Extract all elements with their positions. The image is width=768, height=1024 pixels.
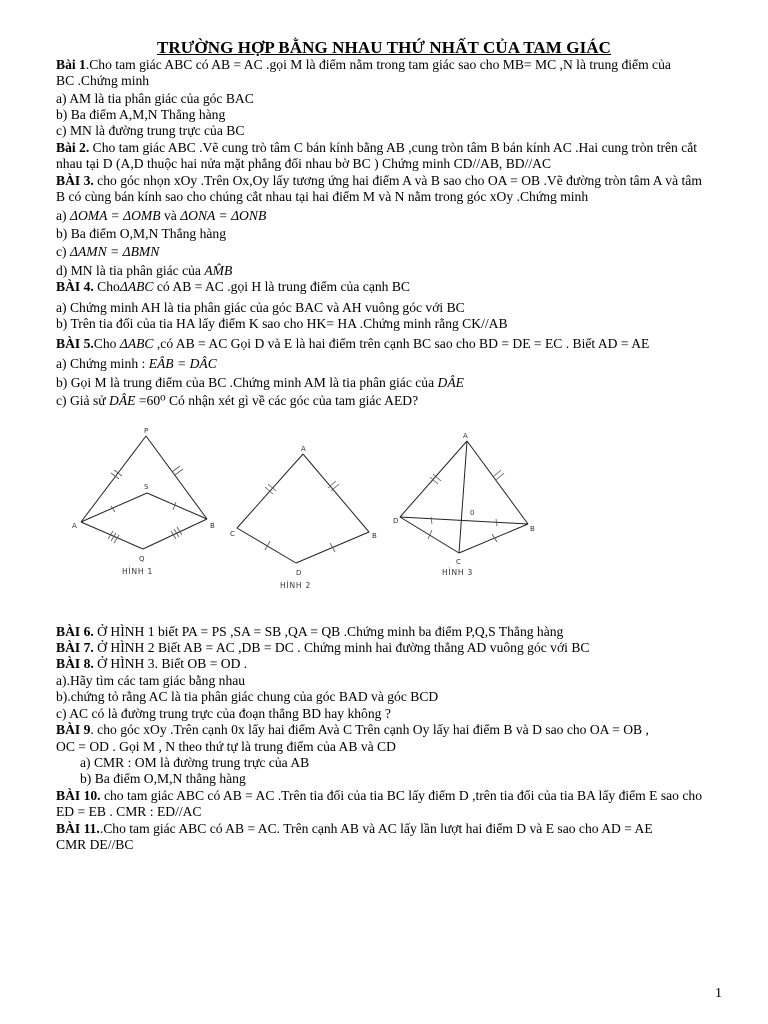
exercise-1-part-b: b) Ba điểm A,M,N Thẳng hàng bbox=[56, 107, 226, 122]
figure-3 bbox=[400, 441, 528, 553]
figure-1-label-q: Q bbox=[139, 555, 145, 563]
figure-2-label-c: C bbox=[230, 530, 235, 538]
exercise-3-line-2: B có cùng bán kính sao cho chúng cắt nhau tại hai điểm M và N nằm trong góc xOy .Chứng minh bbox=[56, 189, 589, 204]
figure-1-caption: HÌNH 1 bbox=[122, 567, 154, 576]
exercise-5-part-b: b) Gọi M là trung điểm của BC .Chứng minh AM là tia phân giác của DÂE bbox=[56, 375, 464, 390]
exercise-6-label: BÀI 6. bbox=[56, 624, 94, 639]
figure-3-caption: HÌNH 3 bbox=[442, 568, 474, 577]
formula: ΔOMA = ΔOMB bbox=[69, 208, 161, 223]
formula: DÂE bbox=[109, 393, 136, 408]
figure-1-label-b: B bbox=[210, 522, 215, 530]
geometry-figures bbox=[60, 425, 560, 595]
figure-1 bbox=[81, 436, 207, 549]
exercise-4-line-1: BÀI 4. ChoΔABC có AB = AC .gọi H là trung điểm của cạnh BC bbox=[56, 279, 410, 294]
exercise-9-part-b: b) Ba điểm O,M,N thẳng hàng bbox=[80, 771, 246, 786]
exercise-8: BÀI 8. Ở HÌNH 3. Biết OB = OD . bbox=[56, 656, 248, 671]
exercise-2-label: Bài 2. bbox=[56, 140, 90, 155]
exercise-3-part-c: c) ΔAMN = ΔBMN bbox=[56, 244, 160, 259]
exercise-5-label: BÀI 5. bbox=[56, 336, 94, 351]
exercise-1-part-c: c) MN là đường trung trực của BC bbox=[56, 123, 245, 138]
exercise-3-part-d: d) MN là tia phân giác của AM̂B bbox=[56, 263, 233, 278]
exercise-8-part-c: c) AC có là đường trung trực của đoạn thẳng BD hay không ? bbox=[56, 706, 391, 721]
exercise-11-label: BÀI 11. bbox=[56, 821, 100, 836]
figure-2-caption: HÌNH 2 bbox=[280, 581, 312, 590]
exercise-3-part-a: a) ΔOMA = ΔOMB và ΔONA = ΔONB bbox=[56, 208, 267, 223]
figure-1-label-p: P bbox=[144, 427, 149, 435]
exercise-6: BÀI 6. Ở HÌNH 1 biết PA = PS ,SA = SB ,QA = QB .Chứng minh ba điểm P,Q,S Thẳng hàng bbox=[56, 624, 564, 639]
figure-3-label-b: B bbox=[530, 525, 535, 533]
exercise-2-line-2: nhau tại D (A,D thuộc hai nửa mặt phẳng đối nhau bờ BC ) Chứng minh CD//AB, BD//AC bbox=[56, 156, 552, 171]
figure-2-label-d: D bbox=[296, 569, 302, 577]
exercise-1-part-a: a) AM là tia phân giác của góc BAC bbox=[56, 91, 254, 106]
exercise-4-part-a: a) Chứng minh AH là tia phân giác của góc BAC và AH vuông góc với BC bbox=[56, 300, 465, 315]
exercise-5-line-1: BÀI 5.Cho ΔABC ,có AB = AC Gọi D và E là hai điểm trên cạnh BC sao cho BD = DE = EC . Biết AD = AE bbox=[56, 336, 650, 351]
exercise-9-line-1: BÀI 9. cho góc xOy .Trên cạnh 0x lấy hai điểm Avà C Trên cạnh Oy lấy hai điểm B và D sao cho OA = OB , bbox=[56, 722, 649, 737]
exercise-8-part-a: a).Hãy tìm các tam giác bằng nhau bbox=[56, 673, 246, 688]
formula: ΔABC bbox=[119, 336, 154, 351]
figure-3-label-d: D bbox=[393, 517, 399, 525]
exercise-10-line-1: BÀI 10. cho tam giác ABC có AB = AC .Trên tia đối của tia BC lấy điểm D ,trên tia đối của tia BA lấy điểm E sao cho bbox=[56, 788, 702, 803]
exercise-1-label: Bài 1 bbox=[56, 57, 86, 72]
formula: AM̂B bbox=[204, 263, 233, 278]
exercise-7-label: BÀI 7. bbox=[56, 640, 94, 655]
formula: ΔAMN = ΔBMN bbox=[69, 244, 160, 259]
formula: EÂB = DÂC bbox=[148, 356, 217, 371]
figure-3-label-a: A bbox=[463, 432, 468, 440]
exercise-7: BÀI 7. Ở HÌNH 2 Biết AB = AC ,DB = DC . Chứng minh hai đường thẳng AD vuông góc với BC bbox=[56, 640, 590, 655]
figure-3-label-o: 0 bbox=[470, 509, 475, 517]
exercise-5-part-c: c) Giả sử DÂE =60⁰ Có nhận xét gì về các góc của tam giác AED? bbox=[56, 393, 419, 408]
figure-2-label-a: A bbox=[301, 445, 306, 453]
exercise-11-line-2: CMR DE//BC bbox=[56, 837, 134, 852]
exercise-8-label: BÀI 8. bbox=[56, 656, 94, 671]
page-title: TRƯỜNG HỢP BẰNG NHAU THỨ NHẤT CỦA TAM GIÁC bbox=[156, 38, 612, 57]
exercise-1-line-1: Bài 1.Cho tam giác ABC có AB = AC .gọi M là điểm nằm trong tam giác sao cho MB= MC ,N là trung điểm của bbox=[56, 57, 671, 72]
formula: DÂE bbox=[437, 375, 464, 390]
exercise-11-line-1: BÀI 11..Cho tam giác ABC có AB = AC. Trên cạnh AB và AC lấy lần lượt hai điểm D và E sao cho AD = AE bbox=[56, 821, 653, 836]
formula: ΔONA = ΔONB bbox=[180, 208, 267, 223]
page-number: 1 bbox=[715, 986, 722, 1001]
figure-3-label-c: C bbox=[456, 558, 461, 566]
exercise-8-part-b: b).chứng tỏ rằng AC là tia phân giác chung của góc BAD và góc BCD bbox=[56, 689, 439, 704]
exercise-10-label: BÀI 10. bbox=[56, 788, 101, 803]
exercise-4-part-b: b) Trên tia đối của tia HA lấy điểm K sao cho HK= HA .Chứng minh rằng CK//AB bbox=[56, 316, 508, 331]
formula: ΔABC bbox=[119, 279, 154, 294]
exercise-2-line-1: Bài 2. Cho tam giác ABC .Vẽ cung trò tâm C bán kính bằng AB ,cung tròn tâm B bán kính AC .Hai cung tròn trên cắt bbox=[56, 140, 698, 155]
figure-2 bbox=[237, 454, 369, 563]
exercise-3-line-1: BÀI 3. cho góc nhọn xOy .Trên Ox,Oy lấy tương ứng hai điểm A và B sao cho OA = OB .Vẽ đường tròn tâm A và tâm bbox=[56, 173, 702, 188]
exercise-9-line-2: OC = OD . Gọi M , N theo thứ tự là trung điểm của AB và CD bbox=[56, 739, 396, 754]
exercise-9-part-a: a) CMR : OM là đường trung trực của AB bbox=[80, 755, 310, 770]
exercise-4-label: BÀI 4. bbox=[56, 279, 94, 294]
exercise-3-part-b: b) Ba điểm O,M,N Thẳng hàng bbox=[56, 226, 227, 241]
figure-1-label-s: S bbox=[144, 483, 149, 491]
figure-1-label-a: A bbox=[72, 522, 77, 530]
exercise-3-label: BÀI 3. bbox=[56, 173, 94, 188]
exercise-10-line-2: ED = EB . CMR : ED//AC bbox=[56, 804, 202, 819]
exercise-1-line-2: BC .Chứng minh bbox=[56, 73, 150, 88]
figure-2-label-b: B bbox=[372, 532, 377, 540]
exercise-5-part-a: a) Chứng minh : EÂB = DÂC bbox=[56, 356, 217, 371]
exercise-9-label: BÀI 9 bbox=[56, 722, 91, 737]
